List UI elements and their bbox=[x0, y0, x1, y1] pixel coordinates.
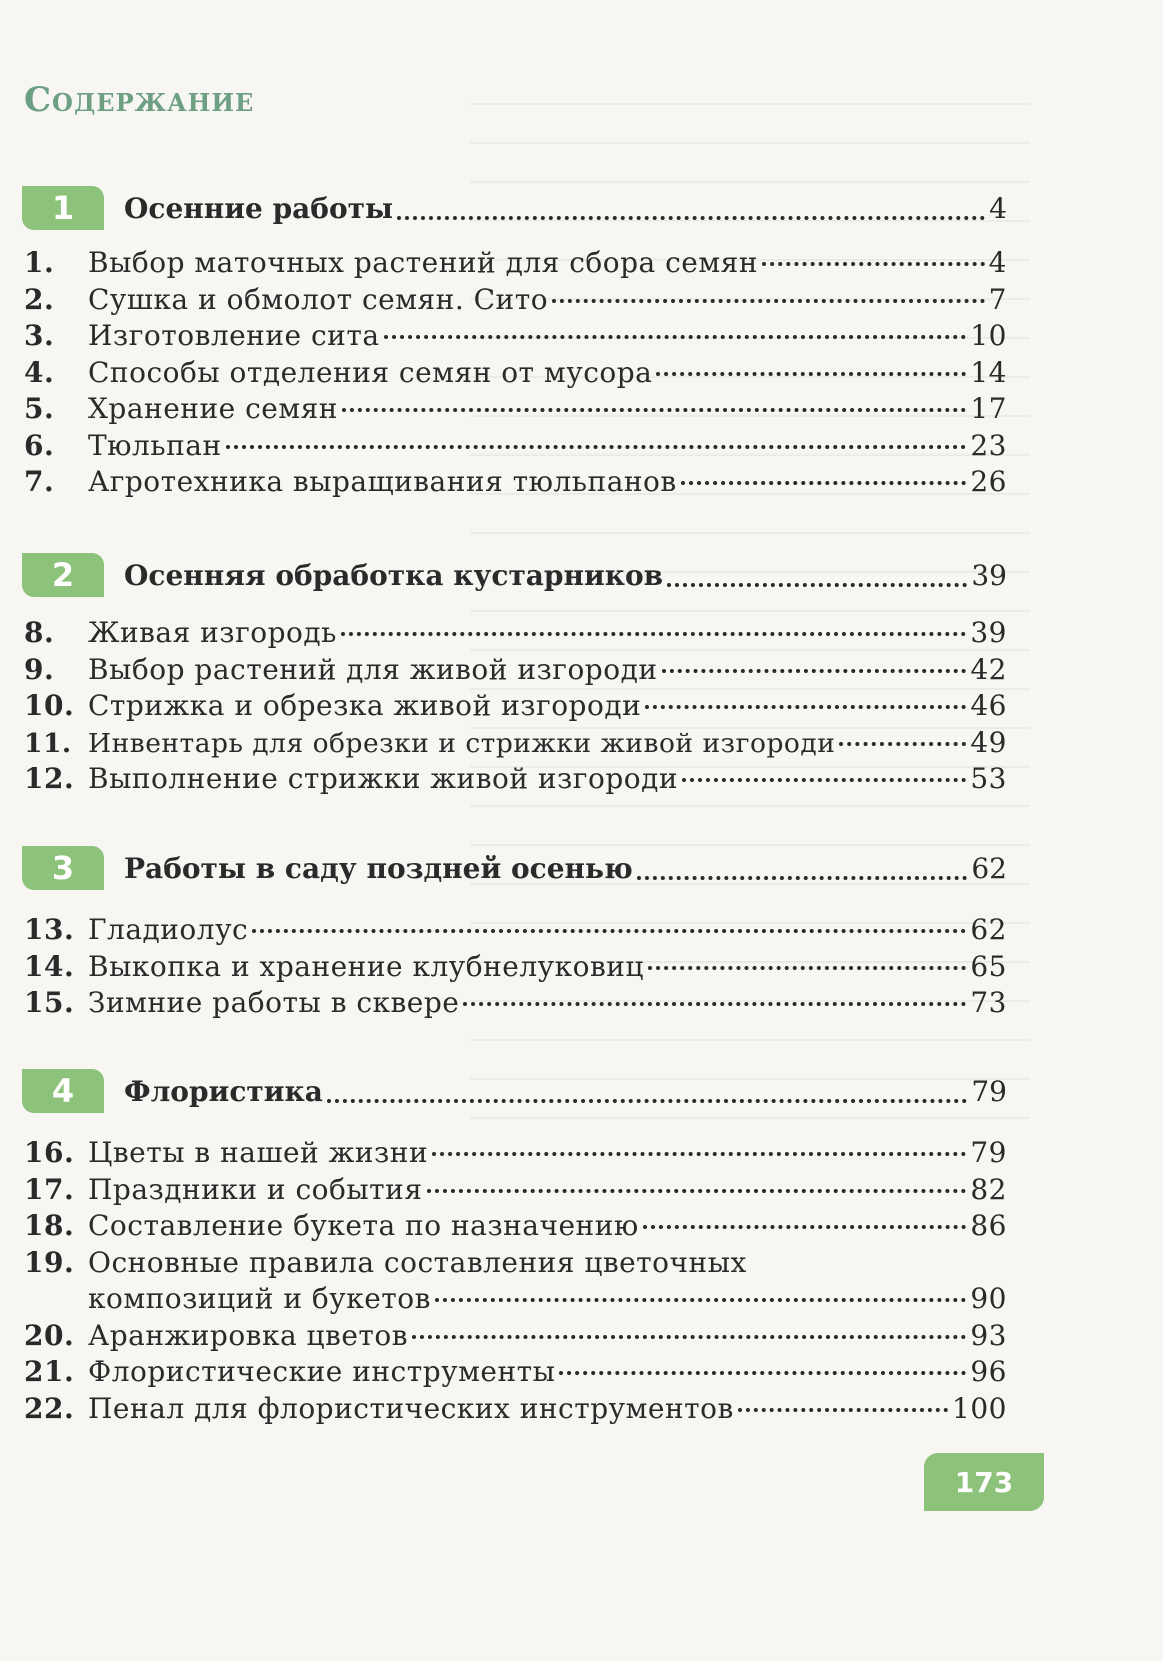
section-3-items bbox=[24, 913, 1007, 1023]
item-number: 4. bbox=[24, 355, 55, 389]
toc-row[interactable] bbox=[24, 1319, 1007, 1356]
item-page: 14 bbox=[970, 355, 1007, 389]
item-number: 18. bbox=[24, 1209, 75, 1242]
toc-row[interactable] bbox=[24, 653, 1007, 690]
section-heading-1[interactable] bbox=[22, 183, 1007, 233]
section-number-badge: 1 bbox=[22, 186, 104, 230]
item-number: 16. bbox=[24, 1136, 75, 1169]
toc-row[interactable] bbox=[24, 689, 1007, 726]
item-page: 100 bbox=[952, 1391, 1007, 1425]
item-number: 10. bbox=[24, 689, 75, 722]
item-title: Аранжировка цветов bbox=[88, 1318, 408, 1352]
item-page: 39 bbox=[970, 616, 1007, 649]
dot-leader bbox=[682, 778, 966, 782]
item-number: 13. bbox=[24, 913, 75, 946]
item-page: 4 bbox=[988, 246, 1007, 279]
toc-row-continuation[interactable] bbox=[24, 1282, 1007, 1319]
dot-leader bbox=[341, 632, 966, 636]
dot-leader bbox=[412, 1335, 966, 1339]
item-page: 86 bbox=[970, 1209, 1007, 1242]
item-number: 8. bbox=[24, 616, 55, 649]
toc-row[interactable] bbox=[24, 392, 1007, 429]
item-page: 10 bbox=[970, 319, 1007, 352]
item-number: 14. bbox=[24, 949, 75, 983]
item-page: 96 bbox=[970, 1355, 1007, 1388]
dot-leader bbox=[762, 262, 985, 266]
item-title: Флористические инструменты bbox=[88, 1355, 556, 1388]
dot-leader bbox=[552, 299, 985, 303]
item-title: Способы отделения семян от мусора bbox=[88, 355, 653, 389]
item-title: Основные правила составления цветочных bbox=[88, 1245, 747, 1279]
toc-row[interactable] bbox=[24, 246, 1007, 283]
item-page: 93 bbox=[970, 1318, 1007, 1352]
section-number-badge: 3 bbox=[22, 846, 104, 890]
dot-leader bbox=[738, 1408, 948, 1412]
toc-row[interactable] bbox=[24, 1136, 1007, 1173]
section-number-badge: 4 bbox=[22, 1069, 104, 1113]
item-title: Праздники и события bbox=[88, 1172, 423, 1206]
toc-row[interactable] bbox=[24, 465, 1007, 502]
item-number: 12. bbox=[24, 762, 75, 795]
item-title: Составление букета по назначению bbox=[88, 1209, 639, 1242]
dot-leader bbox=[463, 1002, 966, 1006]
section-page: 4 bbox=[989, 191, 1007, 225]
section-page: 79 bbox=[971, 1074, 1007, 1108]
item-page: 49 bbox=[970, 725, 1007, 759]
item-title: Цветы в нашей жизни bbox=[88, 1136, 429, 1169]
dot-leader bbox=[435, 1298, 966, 1302]
item-page: 46 bbox=[970, 689, 1007, 722]
item-title: Живая изгородь bbox=[88, 616, 337, 649]
item-title: Выполнение стрижки живой изгороди bbox=[88, 762, 679, 795]
item-page: 90 bbox=[970, 1282, 1007, 1315]
item-page: 26 bbox=[970, 465, 1007, 498]
page-title: Содержание bbox=[24, 80, 255, 120]
item-page: 79 bbox=[970, 1136, 1007, 1169]
dot-leader bbox=[656, 372, 966, 376]
item-title: Зимние работы в сквере bbox=[88, 986, 460, 1019]
item-title: Гладиолус bbox=[88, 913, 249, 946]
item-number: 17. bbox=[24, 1172, 75, 1206]
toc-row[interactable] bbox=[24, 1392, 1007, 1429]
toc-row[interactable] bbox=[24, 1209, 1007, 1246]
dot-leader bbox=[327, 1099, 968, 1103]
item-title: Тюльпан bbox=[88, 428, 222, 462]
section-page: 62 bbox=[971, 851, 1007, 885]
item-title: Выбор маточных растений для сбора семян bbox=[88, 246, 758, 279]
dot-leader bbox=[681, 481, 967, 485]
item-title: Выкопка и хранение клубнелуковиц bbox=[88, 949, 644, 983]
item-page: 53 bbox=[970, 762, 1007, 795]
item-number: 19. bbox=[24, 1245, 75, 1279]
item-page: 65 bbox=[970, 949, 1007, 983]
toc-row[interactable] bbox=[24, 319, 1007, 356]
section-4-items bbox=[24, 1136, 1007, 1428]
item-title: Агротехника выращивания тюльпанов bbox=[88, 465, 677, 498]
item-page: 82 bbox=[970, 1172, 1007, 1206]
item-number: 6. bbox=[24, 428, 55, 462]
item-title: Изготовление сита bbox=[88, 319, 380, 352]
item-page: 7 bbox=[988, 282, 1007, 316]
section-number-badge: 2 bbox=[22, 553, 104, 597]
toc-row[interactable] bbox=[24, 1355, 1007, 1392]
toc-row[interactable] bbox=[24, 762, 1007, 799]
section-title: Флористика bbox=[124, 1074, 323, 1108]
section-1-items bbox=[24, 246, 1007, 502]
toc-row[interactable] bbox=[24, 913, 1007, 950]
item-number: 15. bbox=[24, 986, 75, 1019]
toc-row[interactable] bbox=[24, 1246, 1007, 1283]
dot-leader bbox=[643, 1225, 967, 1229]
dot-leader bbox=[662, 669, 967, 673]
dot-leader bbox=[432, 1152, 966, 1156]
dot-leader bbox=[559, 1371, 966, 1375]
dot-leader bbox=[637, 876, 968, 880]
item-page: 17 bbox=[970, 392, 1007, 425]
toc-row[interactable] bbox=[24, 950, 1007, 987]
page-number-tab: 173 bbox=[924, 1453, 1044, 1511]
section-heading-4[interactable] bbox=[22, 1066, 1007, 1116]
item-number: 21. bbox=[24, 1355, 75, 1388]
item-number: 1. bbox=[24, 246, 55, 279]
toc-row[interactable] bbox=[24, 1173, 1007, 1210]
item-title-continuation: композиций и букетов bbox=[88, 1282, 431, 1315]
section-heading-3[interactable] bbox=[22, 843, 1007, 893]
dot-leader bbox=[397, 216, 985, 220]
toc-row[interactable] bbox=[24, 986, 1007, 1023]
dot-leader bbox=[839, 742, 966, 746]
item-title: Сушка и обмолот семян. Сито bbox=[88, 282, 549, 316]
toc-row[interactable] bbox=[24, 283, 1007, 320]
item-number: 22. bbox=[24, 1391, 75, 1425]
item-number: 2. bbox=[24, 282, 55, 316]
item-number: 9. bbox=[24, 652, 55, 686]
toc-row[interactable] bbox=[24, 356, 1007, 393]
item-number: 5. bbox=[24, 392, 55, 425]
item-page: 42 bbox=[970, 652, 1007, 686]
dot-leader bbox=[645, 705, 966, 709]
section-page: 39 bbox=[971, 558, 1007, 592]
section-title: Осенняя обработка кустарников bbox=[124, 558, 664, 592]
item-title: Инвентарь для обрезки и стрижки живой изгороди bbox=[88, 727, 836, 759]
section-heading-2[interactable] bbox=[22, 550, 1007, 600]
item-number: 20. bbox=[24, 1318, 75, 1352]
item-number: 3. bbox=[24, 319, 55, 352]
toc-row[interactable] bbox=[24, 429, 1007, 466]
section-title: Работы в саду поздней осенью bbox=[124, 851, 633, 885]
dot-leader bbox=[384, 335, 967, 339]
dot-leader bbox=[427, 1189, 967, 1193]
dot-leader bbox=[648, 966, 966, 970]
dot-leader bbox=[342, 408, 966, 412]
section-title: Осенние работы bbox=[124, 191, 394, 225]
dot-leader bbox=[252, 929, 966, 933]
dot-leader bbox=[226, 445, 967, 449]
toc-row[interactable] bbox=[24, 616, 1007, 653]
item-page: 62 bbox=[970, 913, 1007, 946]
item-title: Хранение семян bbox=[88, 392, 338, 425]
item-number: 7. bbox=[24, 465, 55, 498]
item-title: Пенал для флористических инструментов bbox=[88, 1391, 734, 1425]
dot-leader bbox=[667, 583, 967, 587]
item-title: Выбор растений для живой изгороди bbox=[88, 652, 658, 686]
item-title: Стрижка и обрезка живой изгороди bbox=[88, 689, 642, 722]
section-2-items bbox=[24, 616, 1007, 799]
toc-row[interactable] bbox=[24, 726, 1007, 763]
item-number: 11. bbox=[24, 727, 72, 759]
item-page: 23 bbox=[970, 428, 1007, 462]
item-page: 73 bbox=[970, 986, 1007, 1019]
